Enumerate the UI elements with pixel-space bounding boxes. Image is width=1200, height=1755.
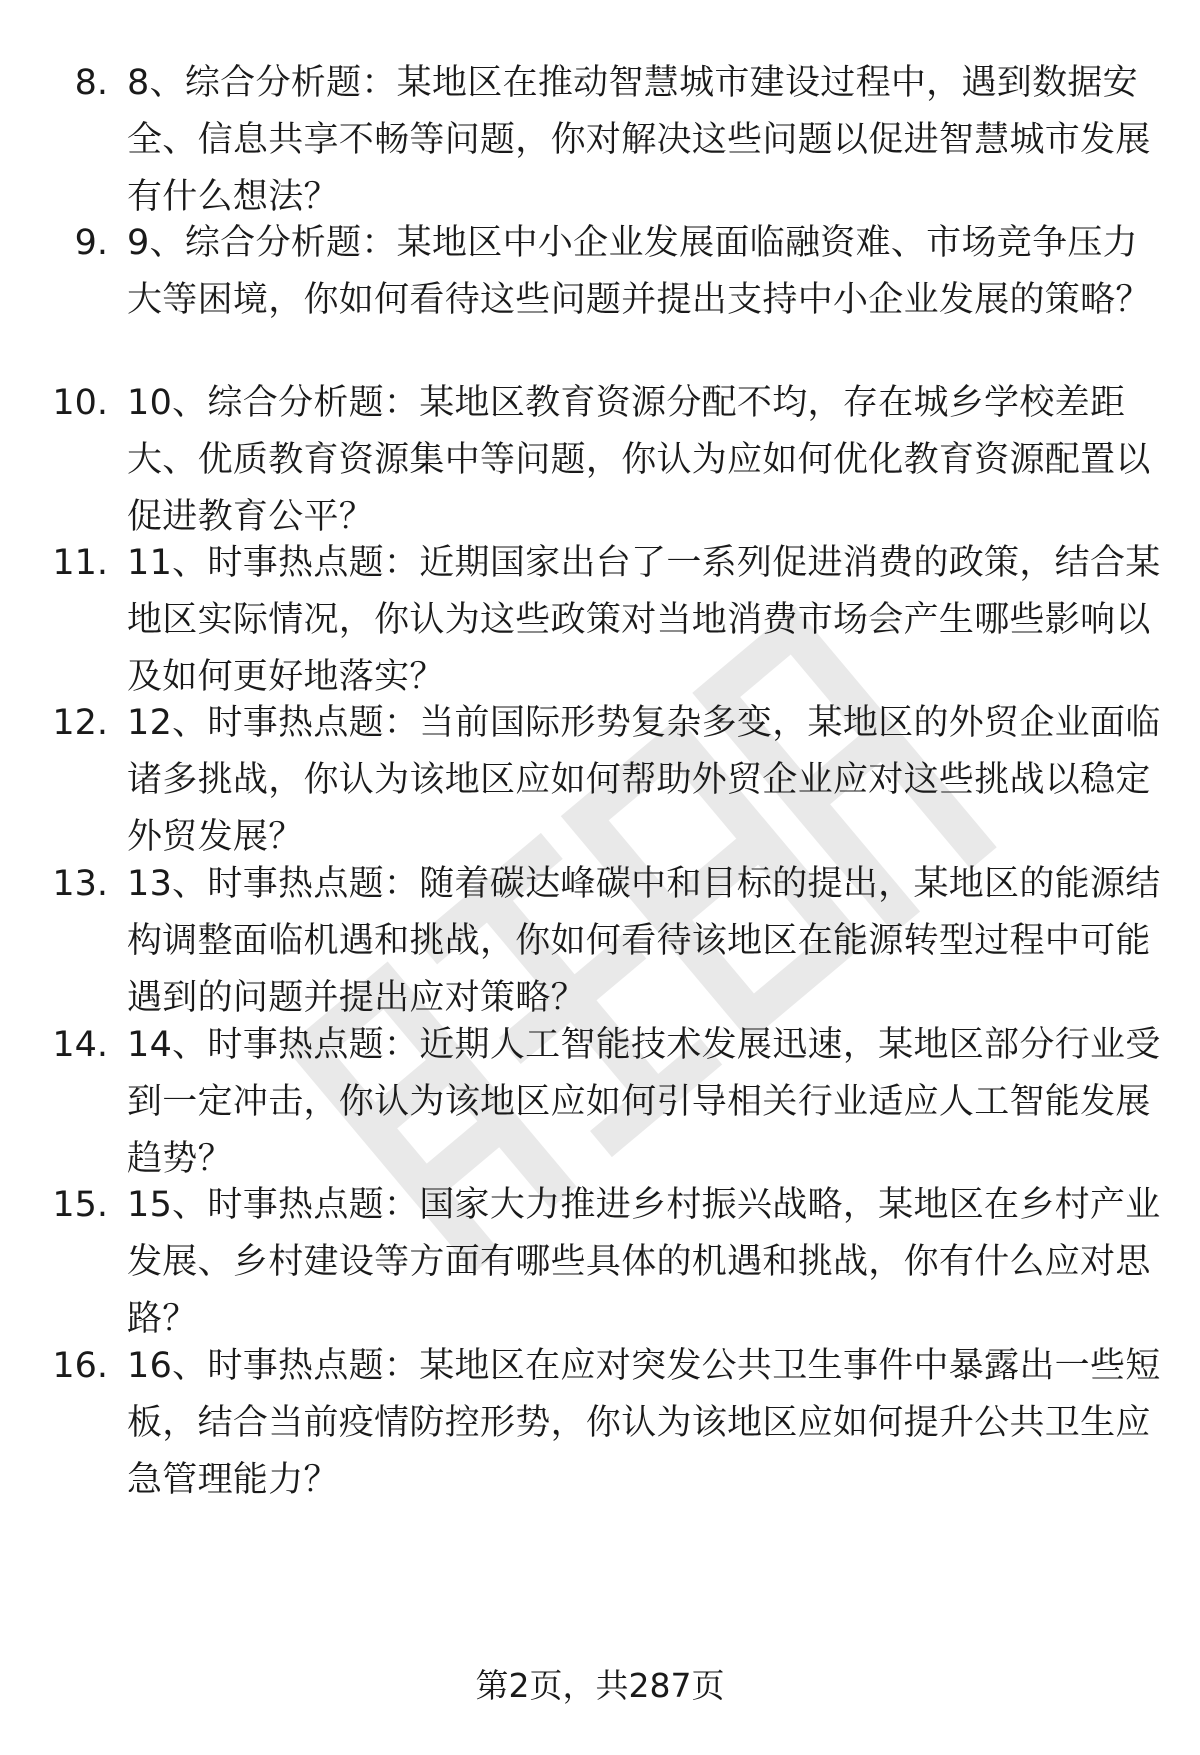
question-number: 16. [52, 1346, 108, 1386]
question-text: 9、综合分析题：某地区中小企业发展面临融资难、市场竞争压力大等困境，你如何看待这些问题并提出支持中小企业发展的策略？ [127, 223, 1151, 320]
question-text: 12、时事热点题：当前国际形势复杂多变，某地区的外贸企业面临诸多挑战，你认为该地区应如何帮助外贸企业应对这些挑战以稳定外贸发展？ [127, 703, 1161, 857]
question-text: 14、时事热点题：近期人工智能技术发展迅速，某地区部分行业受到一定冲击，你认为该地区应如何引导相关行业适应人工智能发展趋势？ [127, 1025, 1161, 1179]
question-number: 13. [52, 864, 108, 904]
question-number: 8. [74, 63, 108, 103]
question-text: 16、时事热点题：某地区在应对突发公共卫生事件中暴露出一些短板，结合当前疫情防控形势，你认为该地区应如何提升公共卫生应急管理能力？ [127, 1346, 1161, 1500]
question-number: 10. [52, 383, 108, 423]
page-footer: 第2页，共287页 [475, 1666, 725, 1705]
question-number: 9. [74, 223, 108, 263]
question-number: 11. [52, 543, 108, 583]
question-text: 13、时事热点题：随着碳达峰碳中和目标的提出，某地区的能源结构调整面临机遇和挑战，你如何看待该地区在能源转型过程中可能遇到的问题并提出应对策略？ [127, 864, 1161, 1018]
question-number: 15. [52, 1185, 108, 1225]
question-number: 14. [52, 1025, 108, 1065]
question-text: 15、时事热点题：国家大力推进乡村振兴战略，某地区在乡村产业发展、乡村建设等方面有哪些具体的机遇和挑战，你有什么应对思路？ [127, 1185, 1161, 1339]
question-text: 11、时事热点题：近期国家出台了一系列促进消费的政策，结合某地区实际情况，你认为这些政策对当地消费市场会产生哪些影响以及如何更好地落实？ [127, 543, 1161, 697]
question-text: 10、综合分析题：某地区教育资源分配不均，存在城乡学校差距大、优质教育资源集中等问题，你认为应如何优化教育资源配置以促进教育公平？ [127, 383, 1151, 537]
question-number: 12. [52, 703, 108, 743]
question-text: 8、综合分析题：某地区在推动智慧城市建设过程中，遇到数据安全、信息共享不畅等问题，你对解决这些问题以促进智慧城市发展有什么想法？ [127, 63, 1151, 217]
